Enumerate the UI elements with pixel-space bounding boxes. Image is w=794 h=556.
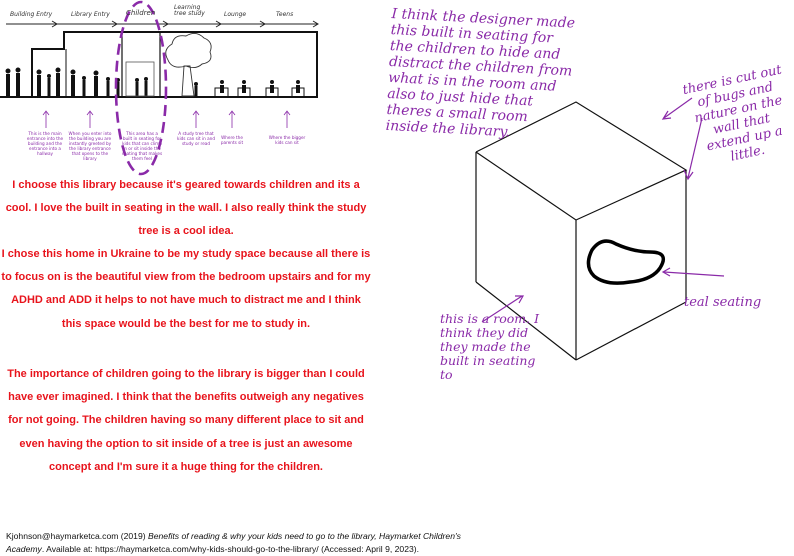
note-study-tree: A study tree that kids can sit in and study or read xyxy=(177,131,215,146)
citation-prefix: Kjohnson@haymarketca.com (2019) xyxy=(6,531,148,541)
timeline-label-learning-tree: Learning tree study xyxy=(174,4,205,17)
note-arrows xyxy=(43,111,290,128)
built-in-seating xyxy=(126,62,154,96)
timeline-label-teens: Teens xyxy=(276,11,294,18)
study-tree xyxy=(166,33,211,96)
note-library-entry: When you enter into the building you are instantly greeted by the library entrance that opens to the library xyxy=(68,131,112,161)
note-building-entry: This is the main entrance into the building and the entrance into a hallway xyxy=(26,131,64,156)
teal-seating-shape xyxy=(588,241,663,283)
note-children: This area has a built in seating for kids that can climb in or sit inside the seating that makes them feel xyxy=(121,131,163,161)
timeline-label-lounge: Lounge xyxy=(224,11,247,18)
note-parents: Where the parents sit xyxy=(220,135,244,145)
paragraph-study-space: I chose this home in Ukraine to be my study space because all there is to focus on is the beautiful view from the bedroom upstairs and for my ADHD and ADD it helps to not have much to distract me and I think this space would be the best for me to study in. xyxy=(1,248,371,330)
timeline-arrows xyxy=(6,21,318,27)
paragraph-library-choice: I choose this library because it's geared towards children and its a cool. I love the built in seating in the wall. I also really think the study tree is a cool idea. xyxy=(5,179,367,238)
timeline-label-library-entry: Library Entry xyxy=(71,11,110,18)
timeline-label-children: Children xyxy=(126,9,156,17)
timeline-label-building-entry: Building Entry xyxy=(10,11,53,18)
cube-bottom-right-edge xyxy=(576,302,686,360)
people-silhouettes xyxy=(6,68,301,97)
annotation-teal-seating: teal seating xyxy=(684,295,762,310)
annotation-bugs-nature: there is cut out of bugs and nature on the wall that extend up a little. xyxy=(681,62,785,165)
annotation-room: this is a room. I think they did they made the built in seating to xyxy=(440,311,540,382)
annotation-designer-seating: I think the designer made this built in seating for the children to hide and distract the children from what is in the room and also to just hide that theres a small room inside the library. xyxy=(385,6,576,141)
citation-title: Benefits of reading & why your kids need to go to the library, Haymarket Children's Academy xyxy=(6,531,461,554)
chairs xyxy=(215,88,304,96)
citation xyxy=(6,530,476,555)
note-bigger-kids: Where the bigger kids can sit xyxy=(268,135,306,145)
paragraph-importance: The importance of children going to the library is bigger than I could have ever imagined. I think that the benefits outweigh any negatives for not going. The children having so many different place to sit and even having the option to sit inside of a tree is just an awesome concept and I'm sure it a huge thing for the children. xyxy=(7,368,365,473)
citation-suffix: . Available at: https://haymarketca.com/why-kids-should-go-to-the-library/ (Accessed: April 9, 2023). xyxy=(41,543,420,554)
